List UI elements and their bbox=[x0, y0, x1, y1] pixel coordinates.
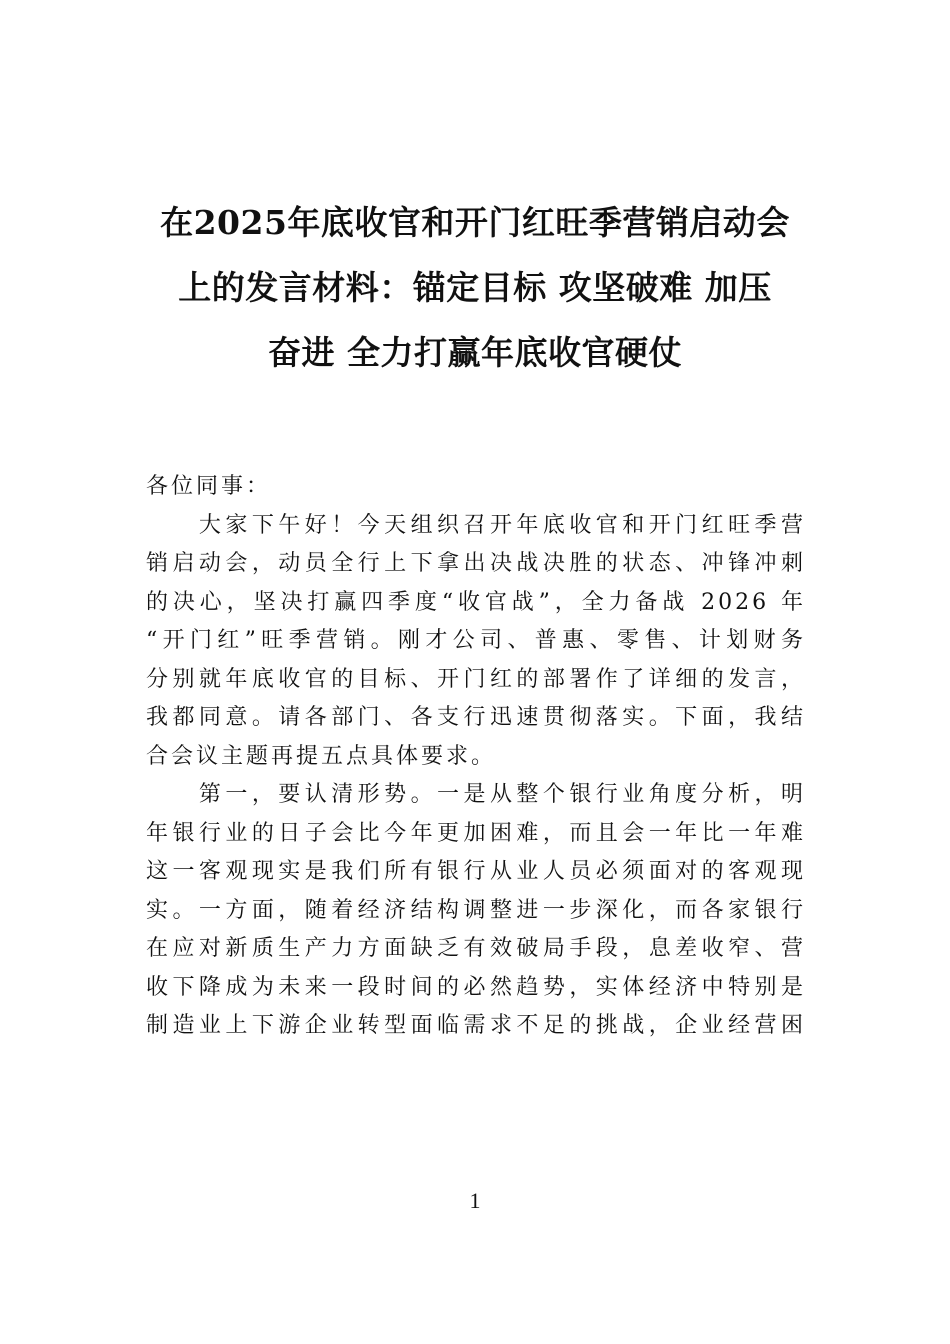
body-line: 收下降成为未来一段时间的必然趋势，实体经济中特别是 bbox=[146, 974, 806, 1000]
body-line: 分别就年底收官的目标、开门红的部署作了详细的发言， bbox=[146, 666, 806, 692]
document-body bbox=[146, 468, 806, 1046]
salutation: 各位同事： bbox=[146, 474, 272, 499]
title-line: 奋进 全力打赢年底收官硬仗 bbox=[268, 333, 682, 372]
body-line: 的决心，坚决打赢四季度“收官战”，全力备战 2026 年 bbox=[146, 589, 806, 615]
document-title bbox=[140, 190, 810, 385]
body-line: 制造业上下游企业转型面临需求不足的挑战，企业经营困 bbox=[146, 1013, 806, 1038]
body-line: 大家下午好！今天组织召开年底收官和开门红旺季营 bbox=[146, 512, 806, 538]
body-line: 合会议主题再提五点具体要求。 bbox=[146, 743, 497, 769]
body-line: 第一，要认清形势。一是从整个银行业角度分析，明 bbox=[146, 782, 806, 807]
body-line: 年银行业的日子会比今年更加困难，而且会一年比一年难 bbox=[146, 820, 806, 846]
body-line: 我都同意。请各部门、各支行迅速贯彻落实。下面，我结 bbox=[146, 705, 806, 730]
body-line: “开门红”旺季营销。刚才公司、普惠、零售、计划财务 bbox=[146, 628, 806, 653]
title-line: 在2025年底收官和开门红旺季营销启动会 bbox=[160, 203, 790, 242]
body-line: 这一客观现实是我们所有银行从业人员必须面对的客观现 bbox=[146, 859, 806, 884]
page-number: 1 bbox=[469, 1188, 481, 1213]
body-line: 在应对新质生产力方面缺乏有效破局手段，息差收窄、营 bbox=[146, 936, 806, 961]
body-line: 实。一方面，随着经济结构调整进一步深化，而各家银行 bbox=[146, 897, 806, 923]
title-line: 上的发言材料：锚定目标 攻坚破难 加压 bbox=[178, 268, 772, 307]
body-line: 销启动会，动员全行上下拿出决战决胜的状态、冲锋冲刺 bbox=[146, 551, 806, 576]
